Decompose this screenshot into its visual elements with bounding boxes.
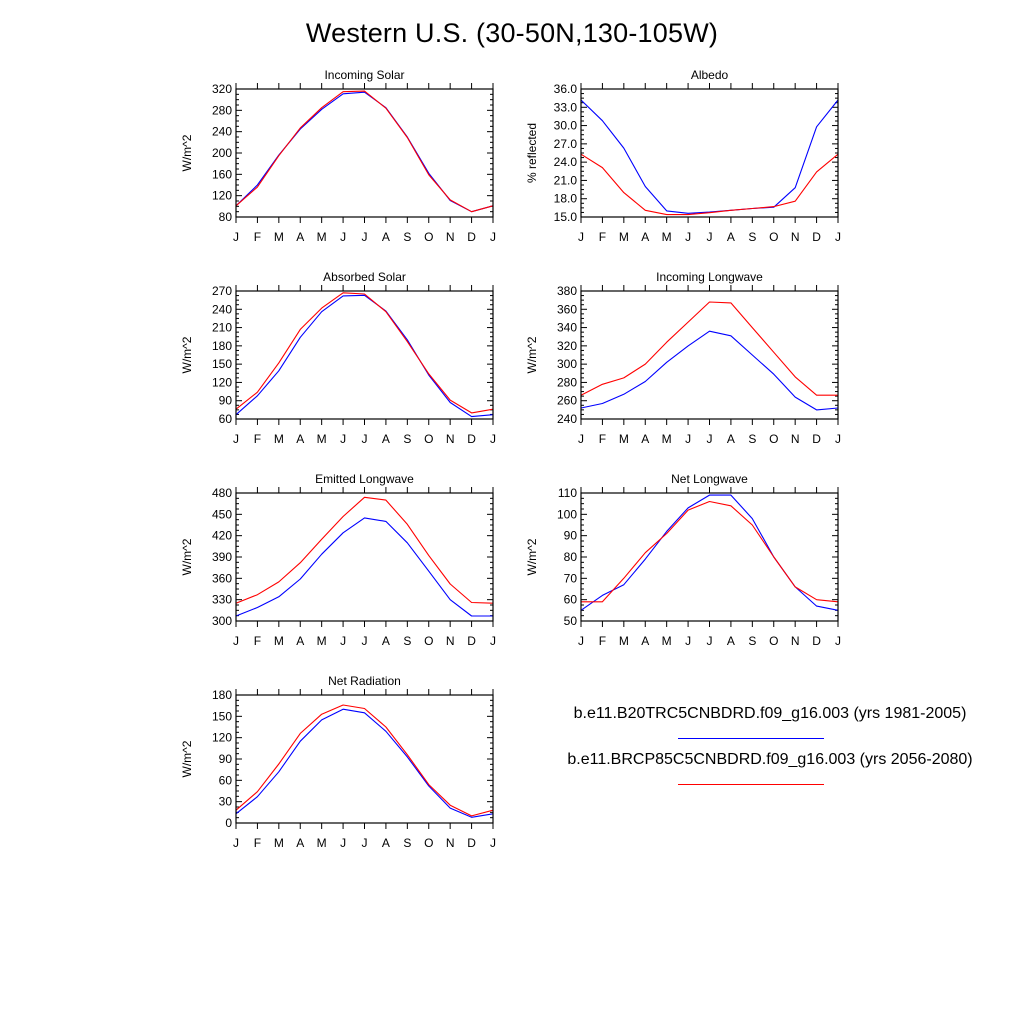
x-tick-label: A <box>381 432 390 446</box>
x-tick-label: J <box>340 836 347 850</box>
y-axis-label: W/m^2 <box>180 134 194 172</box>
x-tick-label: A <box>726 634 735 648</box>
x-tick-label: A <box>641 230 650 244</box>
y-tick-label: 70 <box>563 571 577 586</box>
x-tick-label: F <box>598 634 607 648</box>
x-tick-label: D <box>812 634 821 648</box>
y-axis-label: % reflected <box>525 122 539 184</box>
x-tick-label: S <box>403 634 412 648</box>
y-tick-label: 340 <box>556 320 577 335</box>
x-tick-label: S <box>748 230 757 244</box>
x-tick-label: J <box>490 634 496 648</box>
y-tick-label: 180 <box>211 688 232 702</box>
y-tick-label: 60 <box>218 412 232 426</box>
x-tick-label: D <box>467 634 476 648</box>
y-tick-label: 30.0 <box>553 118 577 133</box>
x-tick-label: S <box>403 230 412 244</box>
panel-albedo <box>525 68 841 244</box>
x-tick-label: O <box>424 432 434 446</box>
x-tick-label: M <box>618 432 629 446</box>
x-tick-label: J <box>361 634 368 648</box>
x-tick-label: M <box>273 836 284 850</box>
series-line-historical <box>236 709 493 817</box>
y-tick-label: 320 <box>556 338 577 353</box>
panel-emitted-longwave <box>180 472 496 648</box>
panel-absorbed-solar <box>180 270 496 446</box>
x-tick-label: A <box>726 432 735 446</box>
x-tick-label: J <box>233 432 239 446</box>
y-axis-label: W/m^2 <box>180 740 194 778</box>
x-tick-label: J <box>685 634 692 648</box>
series-line-historical <box>581 495 838 610</box>
series-line-historical <box>236 295 493 416</box>
y-tick-label: 280 <box>211 103 232 118</box>
y-tick-label: 480 <box>211 486 232 500</box>
plot-frame <box>236 493 493 621</box>
y-tick-label: 24.0 <box>553 155 577 170</box>
x-tick-label: J <box>233 836 239 850</box>
y-tick-label: 180 <box>211 338 232 353</box>
x-tick-label: M <box>316 432 327 446</box>
x-tick-label: M <box>273 634 284 648</box>
series-line-historical <box>581 331 838 410</box>
x-tick-label: D <box>467 230 476 244</box>
x-tick-label: A <box>726 230 735 244</box>
y-tick-label: 80 <box>563 550 577 564</box>
x-tick-label: O <box>769 432 779 446</box>
y-tick-label: 110 <box>557 486 577 500</box>
plot-frame <box>236 89 493 217</box>
panel-title: Albedo <box>690 68 729 82</box>
x-tick-label: A <box>296 634 305 648</box>
x-tick-label: N <box>445 432 455 446</box>
series-line-historical <box>236 518 493 616</box>
y-tick-label: 120 <box>211 375 232 390</box>
x-tick-label: A <box>381 836 390 850</box>
panel-title: Net Longwave <box>671 472 748 486</box>
y-tick-label: 90 <box>218 752 232 766</box>
y-tick-label: 200 <box>211 146 232 160</box>
panel-title: Absorbed Solar <box>323 270 406 284</box>
y-tick-label: 150 <box>211 709 232 724</box>
y-tick-label: 100 <box>556 507 577 522</box>
x-tick-label: J <box>340 230 347 244</box>
legend-label-rcp85: b.e11.BRCP85C5CNBDRD.f09_g16.003 (yrs 2056-2080) <box>567 751 973 768</box>
x-tick-label: J <box>490 230 496 244</box>
x-tick-label: M <box>618 634 629 648</box>
y-tick-label: 120 <box>211 730 232 745</box>
y-tick-label: 21.0 <box>553 173 577 188</box>
y-axis-label: W/m^2 <box>525 538 539 576</box>
y-tick-label: 420 <box>211 528 232 543</box>
y-tick-label: 33.0 <box>553 100 577 115</box>
x-tick-label: F <box>253 230 262 244</box>
y-axis-label: W/m^2 <box>180 336 194 374</box>
y-tick-label: 320 <box>211 82 232 96</box>
y-tick-label: 330 <box>211 592 232 607</box>
x-tick-label: S <box>403 432 412 446</box>
x-tick-label: F <box>253 432 262 446</box>
y-tick-label: 380 <box>556 284 577 298</box>
x-tick-label: N <box>790 230 800 244</box>
y-axis-label: W/m^2 <box>525 336 539 374</box>
y-tick-label: 160 <box>211 167 232 182</box>
x-tick-label: M <box>661 230 672 244</box>
y-tick-label: 390 <box>211 550 232 564</box>
series-line-rcp85 <box>581 302 838 395</box>
series-line-rcp85 <box>236 705 493 816</box>
series-line-historical <box>236 92 493 212</box>
panel-title: Net Radiation <box>328 674 401 688</box>
x-tick-label: A <box>381 230 390 244</box>
x-tick-label: M <box>273 432 284 446</box>
plot-frame <box>581 89 838 217</box>
x-tick-label: J <box>685 230 692 244</box>
y-tick-label: 150 <box>211 357 232 372</box>
panel-net-radiation <box>180 674 496 850</box>
x-tick-label: F <box>253 634 262 648</box>
legend-line-rcp85 <box>678 784 824 785</box>
figure-title: Western U.S. (30-50N,130-105W) <box>305 18 719 48</box>
panel-net-longwave <box>525 472 841 648</box>
x-tick-label: S <box>748 634 757 648</box>
series-line-rcp85 <box>236 497 493 603</box>
y-tick-label: 90 <box>563 528 577 543</box>
x-tick-label: J <box>233 634 239 648</box>
panel-incoming-longwave <box>525 270 841 446</box>
y-tick-label: 0 <box>225 816 232 830</box>
y-tick-label: 450 <box>211 507 232 522</box>
x-tick-label: M <box>316 836 327 850</box>
y-tick-label: 300 <box>556 357 577 372</box>
x-tick-label: M <box>273 230 284 244</box>
x-tick-label: J <box>706 634 713 648</box>
x-tick-label: N <box>445 634 455 648</box>
y-tick-label: 240 <box>211 302 232 317</box>
y-tick-label: 80 <box>218 210 232 224</box>
x-tick-label: O <box>769 634 779 648</box>
y-tick-label: 15.0 <box>553 210 577 224</box>
series-line-rcp85 <box>236 293 493 413</box>
y-tick-label: 27.0 <box>553 136 577 151</box>
x-tick-label: M <box>661 634 672 648</box>
x-tick-label: D <box>467 836 476 850</box>
y-tick-label: 210 <box>211 320 232 335</box>
panel-title: Emitted Longwave <box>315 472 414 486</box>
x-tick-label: O <box>424 230 434 244</box>
x-tick-label: J <box>340 634 347 648</box>
y-tick-label: 90 <box>218 393 232 408</box>
x-tick-label: J <box>340 432 347 446</box>
x-tick-label: F <box>253 836 262 850</box>
x-tick-label: J <box>835 230 841 244</box>
x-tick-label: D <box>467 432 476 446</box>
plot-frame <box>581 493 838 621</box>
x-tick-label: F <box>598 230 607 244</box>
x-tick-label: J <box>490 836 496 850</box>
x-tick-label: A <box>641 634 650 648</box>
x-tick-label: A <box>381 634 390 648</box>
y-tick-label: 60 <box>218 773 232 788</box>
x-tick-label: N <box>445 230 455 244</box>
x-tick-label: O <box>424 836 434 850</box>
x-tick-label: J <box>361 230 368 244</box>
x-tick-label: J <box>835 432 841 446</box>
x-tick-label: J <box>361 432 368 446</box>
x-tick-label: N <box>790 634 800 648</box>
y-tick-label: 300 <box>211 614 232 628</box>
x-tick-label: J <box>706 230 713 244</box>
legend-label-historical: b.e11.B20TRC5CNBDRD.f09_g16.003 (yrs 1981-2005) <box>573 705 967 722</box>
x-tick-label: M <box>661 432 672 446</box>
x-tick-label: O <box>424 634 434 648</box>
x-tick-label: A <box>641 432 650 446</box>
x-tick-label: S <box>748 432 757 446</box>
y-tick-label: 36.0 <box>553 82 577 96</box>
x-tick-label: F <box>598 432 607 446</box>
x-tick-label: J <box>685 432 692 446</box>
series-line-rcp85 <box>236 91 493 212</box>
y-tick-label: 280 <box>556 375 577 390</box>
plot-frame <box>236 291 493 419</box>
y-tick-label: 120 <box>211 188 232 203</box>
x-tick-label: J <box>835 634 841 648</box>
x-tick-label: J <box>490 432 496 446</box>
x-tick-label: J <box>706 432 713 446</box>
y-tick-label: 60 <box>563 592 577 607</box>
y-axis-label: W/m^2 <box>180 538 194 576</box>
y-tick-label: 240 <box>211 124 232 139</box>
plot-frame <box>236 695 493 823</box>
y-tick-label: 360 <box>556 302 577 317</box>
y-tick-label: 270 <box>211 284 232 298</box>
y-tick-label: 260 <box>556 393 577 408</box>
x-tick-label: M <box>316 230 327 244</box>
x-tick-label: J <box>578 432 584 446</box>
panel-title: Incoming Longwave <box>656 270 763 284</box>
x-tick-label: J <box>233 230 239 244</box>
y-tick-label: 360 <box>211 571 232 586</box>
x-tick-label: D <box>812 230 821 244</box>
x-tick-label: M <box>618 230 629 244</box>
legend-line-historical <box>678 738 824 739</box>
y-tick-label: 50 <box>563 614 577 628</box>
x-tick-label: M <box>316 634 327 648</box>
y-tick-label: 30 <box>218 794 232 809</box>
x-tick-label: J <box>578 230 584 244</box>
y-tick-label: 240 <box>556 412 577 426</box>
x-tick-label: D <box>812 432 821 446</box>
x-tick-label: A <box>296 432 305 446</box>
panel-incoming-solar <box>180 68 496 244</box>
x-tick-label: N <box>790 432 800 446</box>
x-tick-label: S <box>403 836 412 850</box>
x-tick-label: J <box>361 836 368 850</box>
x-tick-label: N <box>445 836 455 850</box>
x-tick-label: O <box>769 230 779 244</box>
x-tick-label: A <box>296 230 305 244</box>
x-tick-label: A <box>296 836 305 850</box>
x-tick-label: J <box>578 634 584 648</box>
series-line-rcp85 <box>581 154 838 214</box>
y-tick-label: 18.0 <box>553 191 577 206</box>
panel-title: Incoming Solar <box>324 68 405 82</box>
